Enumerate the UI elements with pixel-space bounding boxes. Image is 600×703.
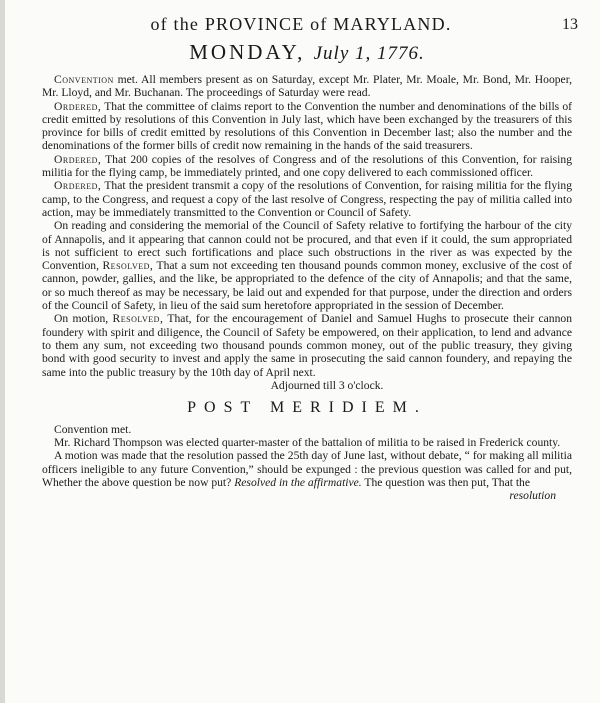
paragraph-ordered-president bbox=[42, 179, 572, 219]
paragraph-text: That the president transmit a copy of the resolutions of Convention, for raising militia for the flying camp, to the Congress, and request a copy of the last resolve of Congress, respecting the pay of militia called into action, may be immediately transmitted to the Convention or Council of Safety. bbox=[42, 179, 572, 219]
paragraph-ordered-copies bbox=[42, 153, 572, 180]
resolved-label: Resolved, bbox=[102, 259, 154, 273]
paragraph-lead: Convention bbox=[54, 73, 114, 86]
paragraph-quarter-master bbox=[42, 436, 572, 449]
scan-edge bbox=[0, 0, 5, 703]
paragraph-text: The question was then put, That the bbox=[361, 476, 530, 490]
date-rest: July 1, 1776. bbox=[313, 43, 425, 64]
section-heading-post-meridiem: POST MERIDIEM. bbox=[187, 398, 427, 416]
paragraph-text: That 200 copies of the resolves of Congress and of the resolutions of this Convention, for raising militia for the flying camp, be immediately printed, and one copy delivered to each commissioned officer. bbox=[42, 152, 572, 180]
paragraph-text: met. All members present as on Saturday, except Mr. Plater, Mr. Moale, Mr. Bond, Mr. Hooper, Mr. Lloyd, and Mr. Buchanan. The proceedings of Saturday were read. bbox=[42, 73, 572, 100]
paragraph-motion-expunge bbox=[42, 449, 572, 489]
paragraph-text: That the committee of claims report to the Convention the number and denominations of the bills of credit emitted by resolutions of this Convention in July last, which have been exchanged by the treasurers of this province for bills of credit emitted by resolutions of this Convention in December last; also the number and the denominations of the former bills of credit now remaining in the hands of the said treasurers. bbox=[42, 99, 572, 153]
date-heading bbox=[42, 40, 572, 65]
paragraph-text: On motion, bbox=[54, 312, 113, 326]
paragraph-text: That, for the encouragement of Daniel and Samuel Hughs to prosecute their cannon foundery with spirit and diligence, the Council of Safety be empowered, on their application, to lend and advance to them any sum, not exceeding two thousand pounds common money, out of the public treasury, they giving bond with good security to invest and apply the same in prosecuting the said cannon foundery, and repaying the same into the public treasury by the 10th day of April next. bbox=[42, 312, 572, 379]
page-content bbox=[42, 14, 578, 503]
paragraph-ordered-claims bbox=[42, 100, 572, 153]
paragraph-text: A motion was made that the resolution passed the 25th day of June last, without debate, “ for making all militia officers ineligible to any future Convention,” should be expunged : the previous question was called for and put, Whether the above question be now put? bbox=[42, 449, 572, 490]
paragraph-italic: Resolved in the affirmative. bbox=[234, 476, 362, 490]
resolved-label: Resolved, bbox=[112, 312, 164, 326]
paragraph-text: That a sum not exceeding ten thousand pounds common money, exclusive of the cost of cannon, powder, gallies, and the like, be appropriated to the defence of the city of Annapolis; and that the same, or so much thereof as may be necessary, be laid out and expended for that purpose, under the direction and orders of the Council of Safety, in lieu of the said sum heretofore appropriated in the session of December. bbox=[42, 259, 572, 313]
paragraph-lead: Ordered, bbox=[54, 99, 102, 113]
paragraph-fortifying-annapolis bbox=[42, 219, 572, 312]
adjourned-line: Adjourned till 3 o'clock. bbox=[270, 378, 384, 392]
paragraph-lead: Ordered, bbox=[54, 179, 102, 193]
paragraph-text: Convention met. bbox=[54, 422, 132, 436]
running-head bbox=[42, 14, 578, 38]
paragraph-lead: Ordered, bbox=[54, 152, 102, 166]
running-title: of the PROVINCE of MARYLAND. bbox=[150, 14, 452, 34]
catchword: resolution bbox=[509, 489, 556, 503]
page-number: 13 bbox=[562, 16, 578, 33]
date-day: MONDAY, bbox=[189, 40, 306, 64]
paragraph-convention-met bbox=[42, 73, 572, 100]
paragraph-cannon-foundery bbox=[42, 312, 572, 378]
paragraph-text: On reading and considering the memorial of the Council of Safety relative to fortifying the harbour of the city of Annapolis, and it appearing that cannon could not be procured, and that even if it could, the sum appropriated is not sufficient to erect such fortifications and place such obstructions in the river as was expected by the Convention, bbox=[42, 219, 572, 273]
paragraph-text: Mr. Richard Thompson was elected quarter-master of the battalion of militia to be raised in Frederick county. bbox=[54, 436, 561, 450]
paragraph-convention-met-pm bbox=[42, 423, 572, 436]
